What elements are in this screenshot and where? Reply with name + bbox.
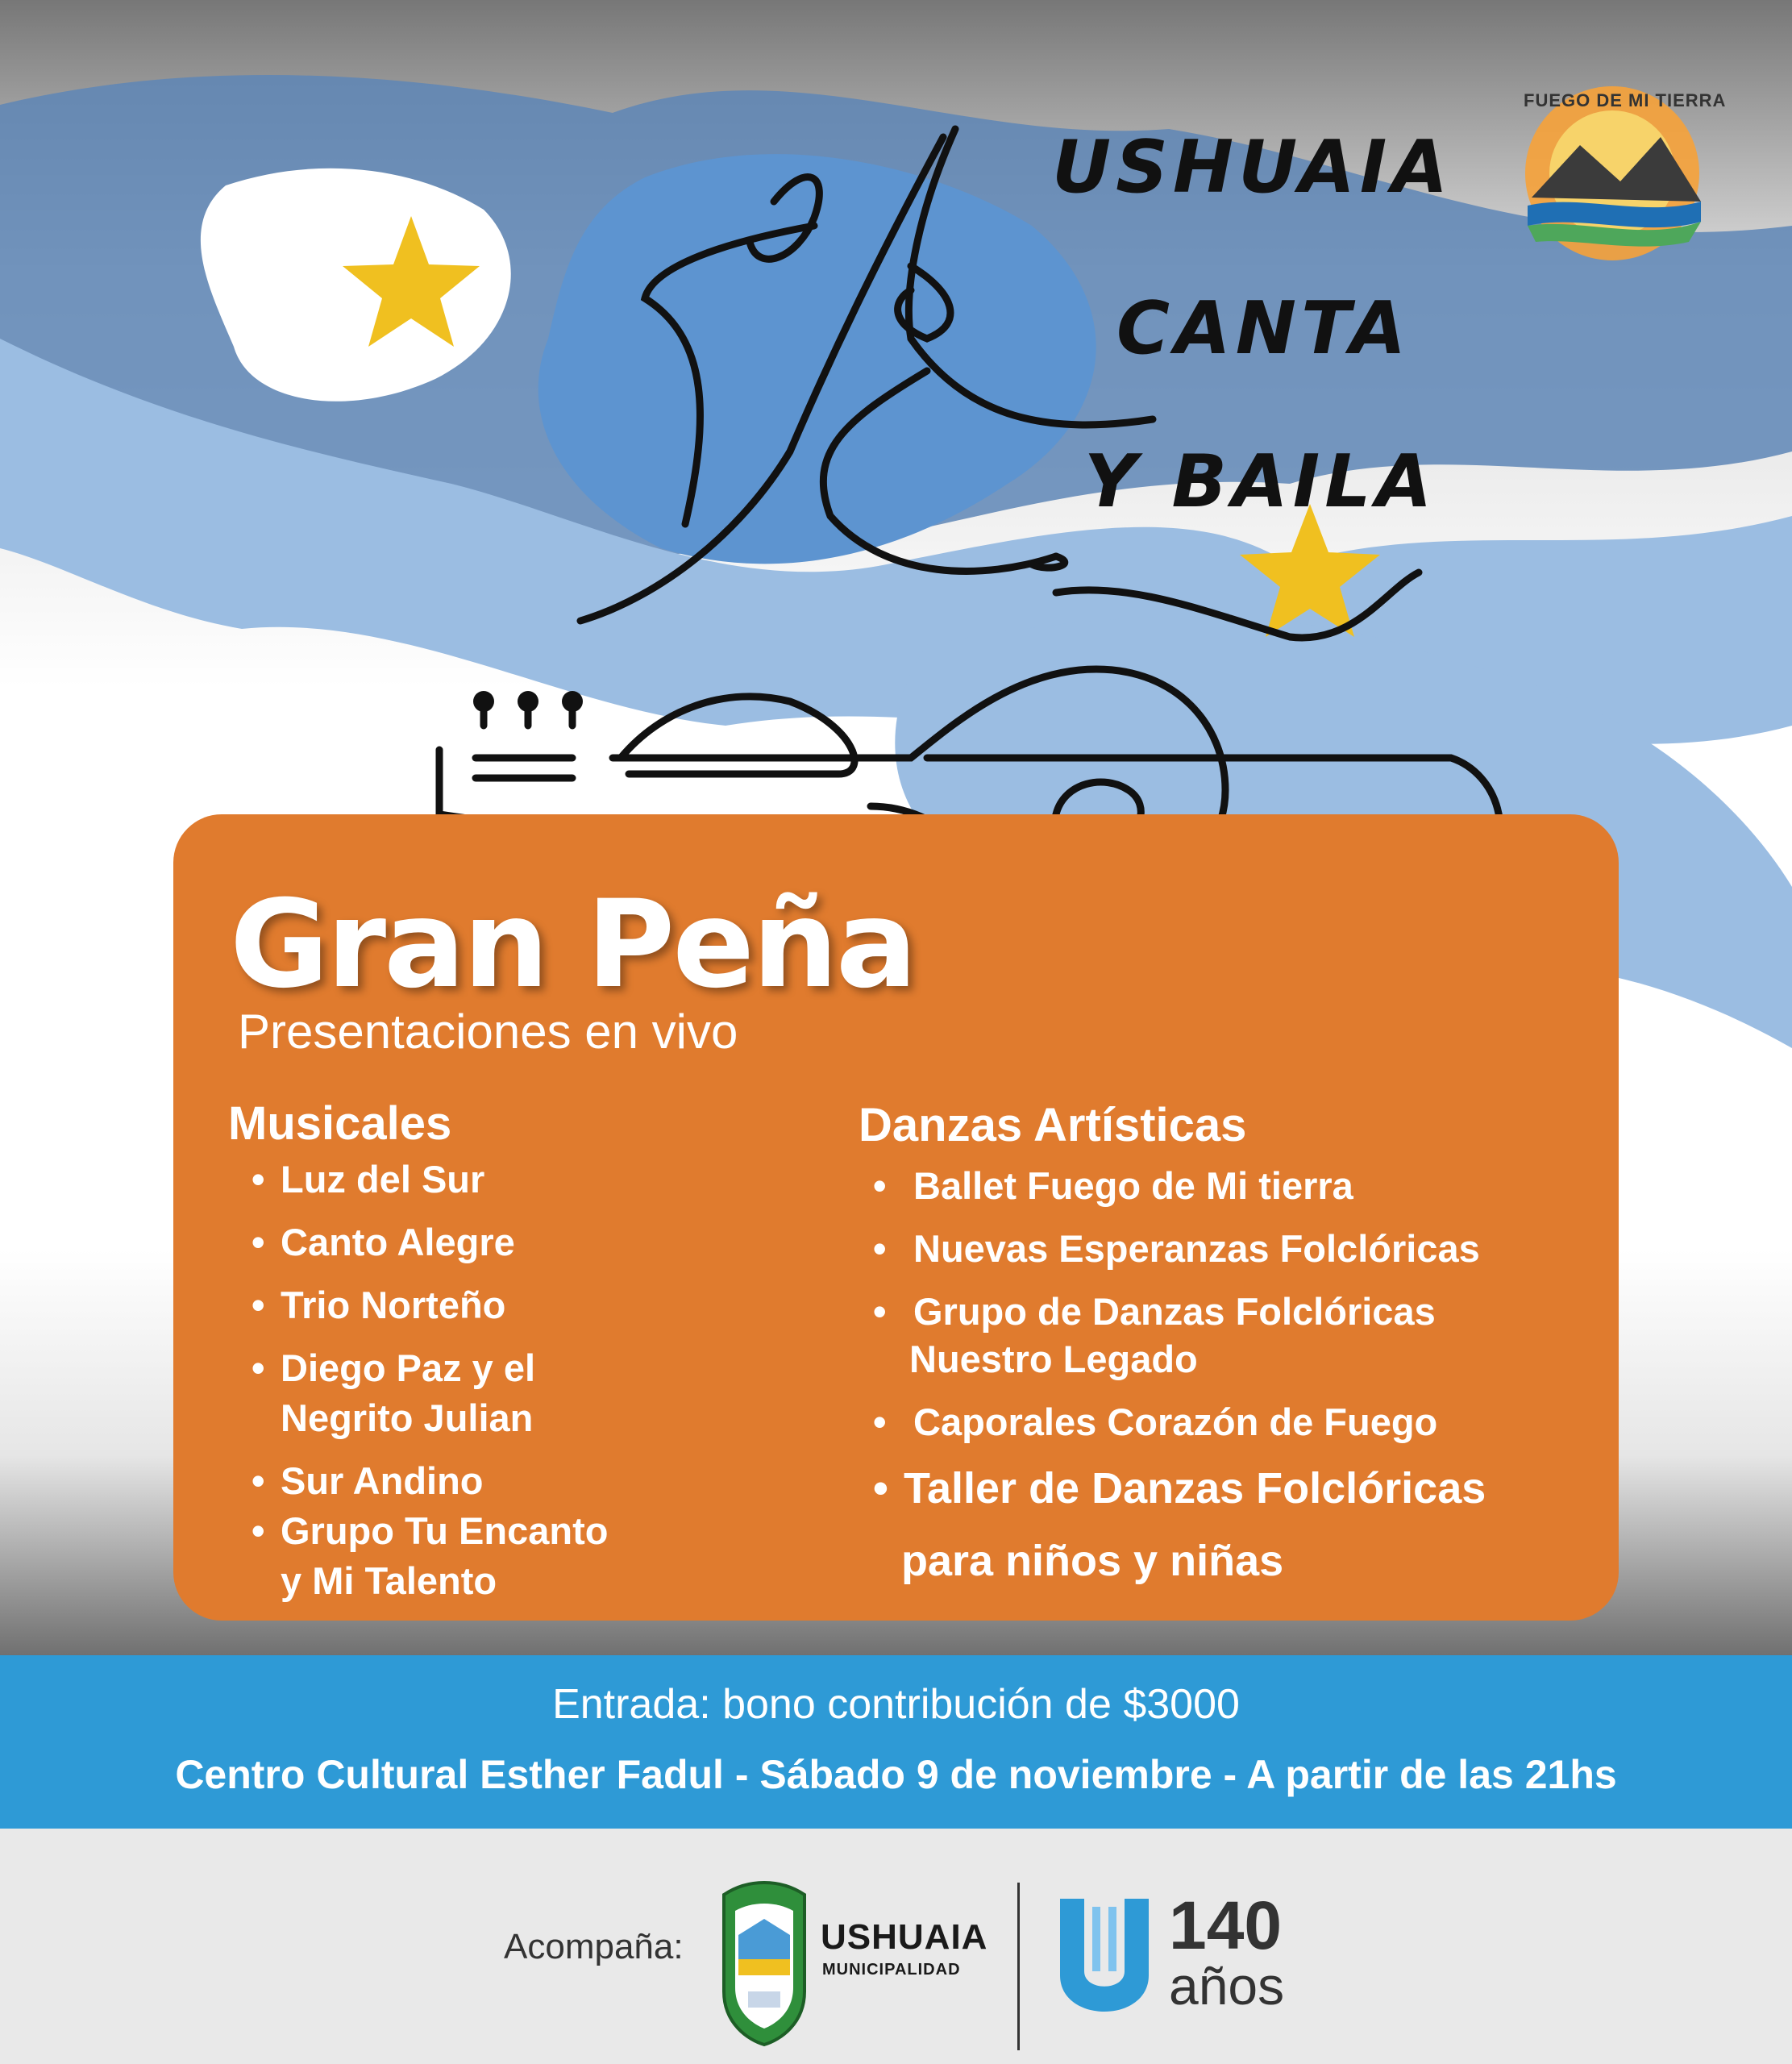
municipality-subtitle: MUNICIPALIDAD [822,1961,961,1979]
municipality-shield-icon [716,1879,813,2048]
list-item: • Luz del Sur [252,1158,485,1201]
page-title: Gran Peña [230,875,916,1015]
danzas-heading: Danzas Artísticas [859,1099,1247,1151]
list-item: • Grupo de Danzas Folclóricas [873,1290,1436,1333]
list-item: • Canto Alegre [252,1221,515,1263]
list-item-continued: y Mi Talento [281,1559,497,1602]
title-line: Y BAILA [1084,439,1437,524]
venue-date-time: Centro Cultural Esther Fadul - Sábado 9 de noviembre - A partir de las 21hs [175,1752,1617,1797]
musicales-heading: Musicales [228,1097,452,1150]
list-item: • Nuevas Esperanzas Folclóricas [873,1227,1480,1270]
anniversary-number: 140 [1169,1887,1283,1963]
list-item: • Trio Norteño [252,1284,506,1326]
list-item: • Ballet Fuego de Mi tierra [873,1164,1353,1207]
list-item: • Taller de Danzas Folclóricas [873,1464,1486,1513]
anniversary-word: años [1169,1956,1285,2016]
list-item: • Diego Paz y el [252,1346,536,1389]
page-subtitle: Presentaciones en vivo [238,1005,738,1059]
list-item: • Grupo Tu Encanto [252,1509,609,1552]
title-line: USHUAIA [1052,125,1453,210]
list-item: • Sur Andino [252,1459,484,1502]
accompany-label: Acompaña: [504,1927,684,1966]
badge-text: FUEGO DE MI TIERRA [1524,90,1727,110]
list-item-continued: Nuestro Legado [909,1338,1198,1380]
entry-price: Entrada: bono contribución de $3000 [552,1681,1240,1728]
list-item-continued: para niños y niñas [901,1537,1284,1585]
list-item-continued: Negrito Julian [281,1396,534,1439]
municipality-name: USHUAIA [821,1917,988,1957]
ushuaia-140-logo-icon [1052,1891,1157,2020]
list-item: • Caporales Corazón de Fuego [873,1400,1438,1443]
title-line: CANTA [1116,286,1412,371]
footer-divider [1017,1883,1020,2050]
